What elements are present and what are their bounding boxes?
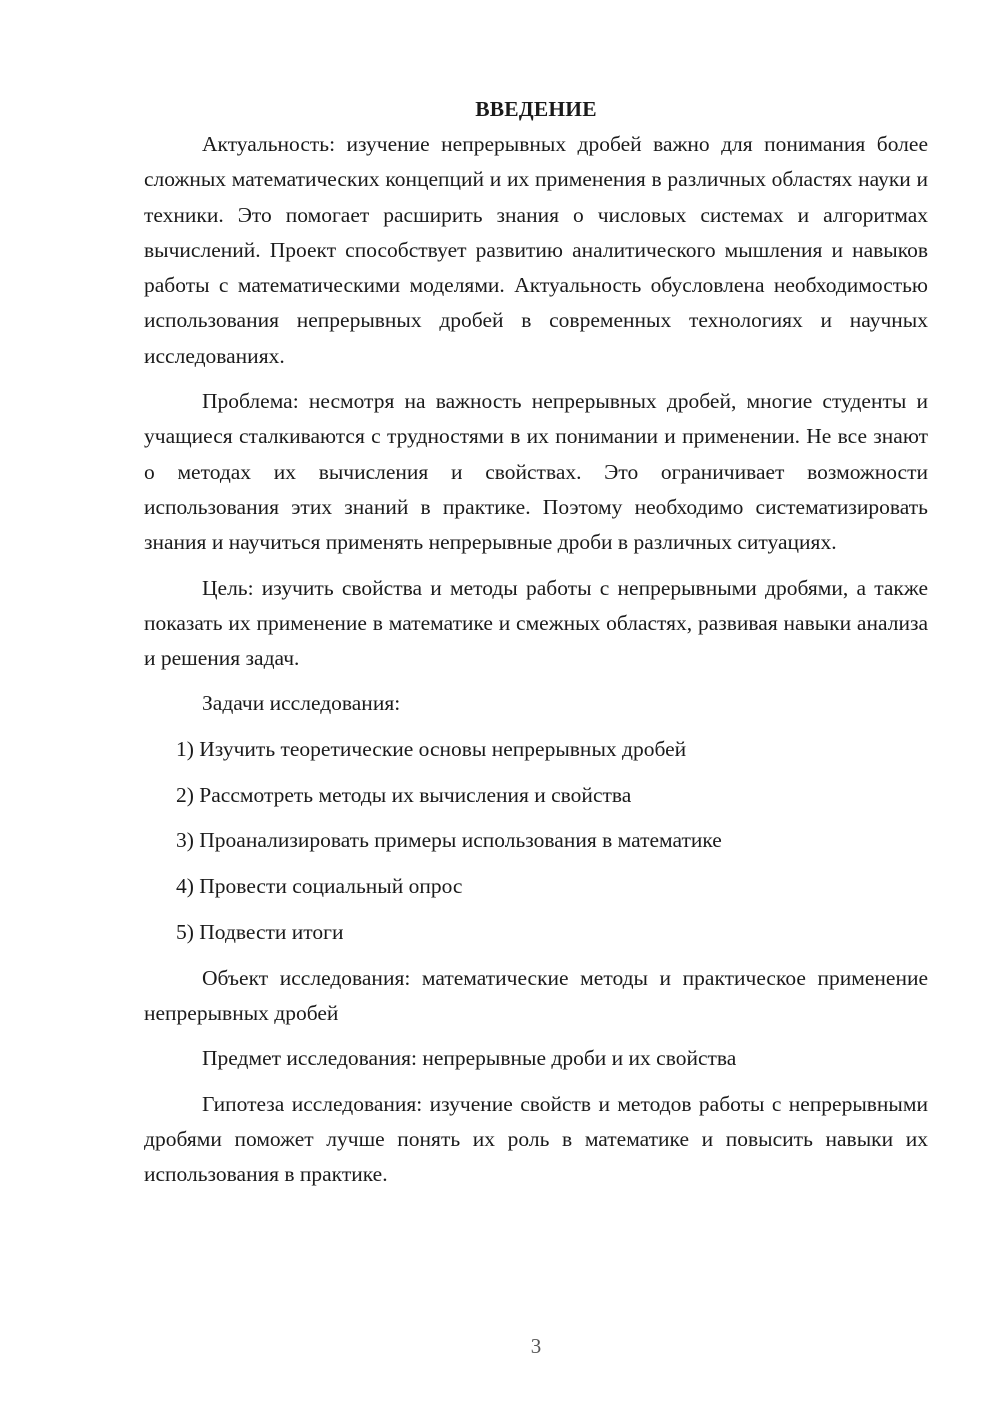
document-page xyxy=(144,92,928,1203)
list-item: 2) Рассмотреть методы их вычисления и свойства xyxy=(176,782,632,807)
section-title: ВВЕДЕНИЕ xyxy=(475,97,597,121)
paragraph-subject: Предмет исследования: непрерывные дроби и их свойства xyxy=(202,1046,737,1071)
list-item: 3) Проанализировать примеры использования в математике xyxy=(176,828,722,853)
tasks-list xyxy=(144,732,928,950)
paragraph-problem: Проблема: несмотря на важность непрерывных дробей, многие студенты и учащиеся сталкиваются с трудностями в их понимании и применении. Не все знают о методах их вычисления и свойствах. Это ограничивает возможности использования этих знаний в практике. Поэтому необходимо систематизировать знания и научиться применять непрерывные дроби в различных ситуациях. xyxy=(144,389,928,555)
list-item: 5) Подвести итоги xyxy=(176,919,344,944)
paragraph-object: Объект исследования: математические методы и практическое применение непрерывных дробей xyxy=(144,965,928,1026)
paragraph-tasks-heading: Задачи исследования: xyxy=(202,691,401,716)
paragraph-goal: Цель: изучить свойства и методы работы с непрерывными дробями, а также показать их применение в математике и смежных областях, развивая навыки анализа и решения задач. xyxy=(144,575,928,671)
page-number: 3 xyxy=(530,1334,542,1358)
list-item: 4) Провести социальный опрос xyxy=(176,874,463,899)
paragraph-hypothesis: Гипотеза исследования: изучение свойств и методов работы с непрерывными дробями поможет лучше понять их роль в математике и повысить навыки их использования в практике. xyxy=(144,1091,928,1187)
list-item: 1) Изучить теоретические основы непрерывных дробей xyxy=(176,736,687,761)
paragraph-relevance: Актуальность: изучение непрерывных дробей важно для понимания более сложных математических концепций и их применения в различных областях науки и техники. Это помогает расширить знания о числовых системах и алгоритмах вычислений. Проект способствует развитию аналитического мышления и навыков работы с математическими моделями. Актуальность обусловлена необходимостью использования непрерывных дробей в современных технологиях и научных исследованиях. xyxy=(144,132,928,368)
